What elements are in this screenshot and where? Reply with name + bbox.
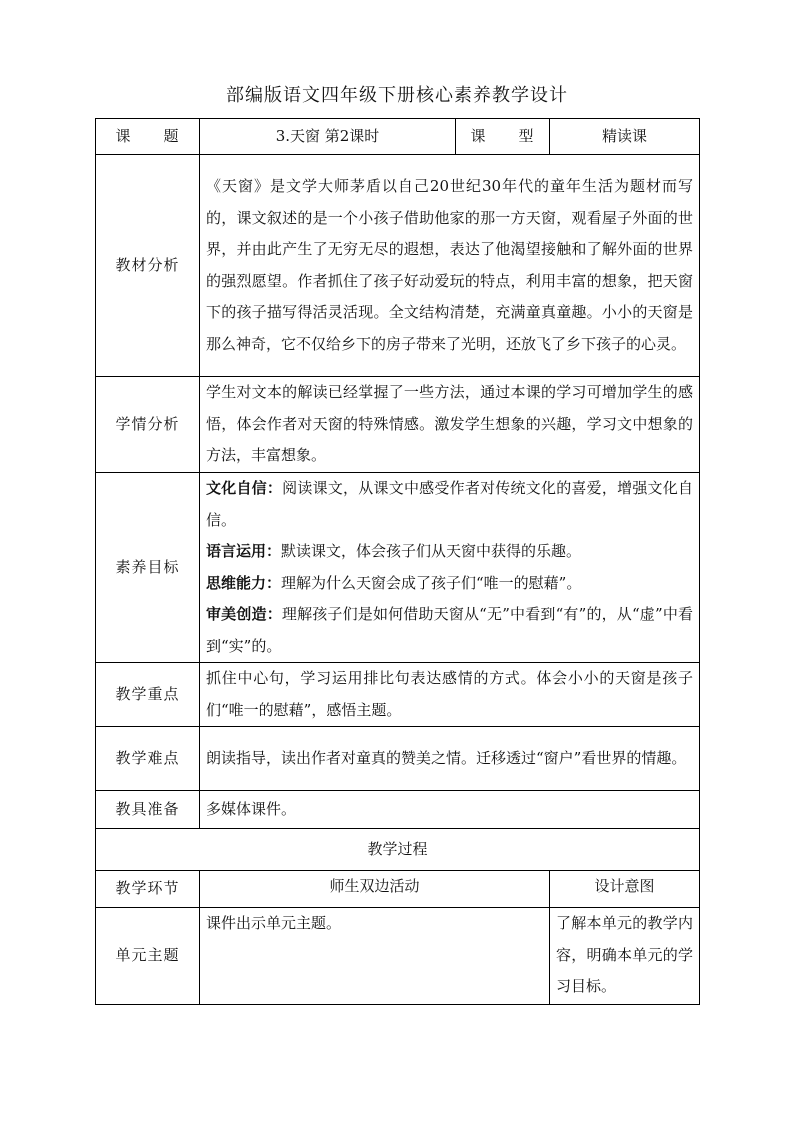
goal-text: 理解为什么天窗会成了孩子们“唯一的慰藉”。 (281, 573, 582, 592)
goal-item (206, 536, 693, 568)
key-points-text: 抓住中心句，学习运用排比句表达感情的方式。体会小小的天窗是孩子们“唯一的慰藉”，感悟主题。 (200, 663, 700, 727)
goal-key: 思维能力： (206, 573, 282, 592)
topic-label: 课 题 (96, 119, 200, 155)
col-stage-header: 教学环节 (96, 871, 200, 908)
literacy-goals-row (96, 473, 700, 663)
process-title-row (96, 829, 700, 871)
difficulties-label: 教学难点 (96, 727, 200, 791)
goal-text: 理解孩子们是如何借助天窗从“无”中看到“有”的，从“虚”中看到“实”的。 (206, 605, 694, 655)
goal-key: 语言运用： (206, 542, 282, 560)
process-split-cell (200, 871, 700, 908)
goal-text: 默读课文，体会孩子们从天窗中获得的乐趣。 (281, 542, 582, 560)
difficulties-text: 朗读指导，读出作者对童真的赞美之情。迁移透过“窗户”看世界的情趣。 (200, 727, 700, 791)
key-points-row (96, 663, 700, 727)
goal-item (206, 568, 693, 600)
materials-text: 多媒体课件。 (200, 791, 700, 829)
textbook-analysis-text: 《天窗》是文学大师茅盾以自己20世纪30年代的童年生活为题材而写的，课文叙述的是一个小孩子借助他家的那一方天窗，观看屋子外面的世界，并由此产生了无穷无尽的遐想，表达了他渴望接触和了解外面的世界的强烈愿望。作者抓住了孩子好动爱玩的特点，利用丰富的想象，把天窗下的孩子描写得活灵活现。全文结构清楚，充满童真童趣。小小的天窗是那么神奇，它不仅给乡下的房子带来了光明，还放飞了乡下孩子的心灵。 (200, 155, 700, 377)
page-title: 部编版语文四年级下册核心素养教学设计 (226, 85, 568, 106)
student-analysis-row (96, 377, 700, 473)
literacy-goals-content (200, 473, 700, 663)
goal-text: 阅读课文，从课文中感受作者对传统文化的喜爱，增强文化自信。 (206, 479, 694, 529)
process-split-table (200, 871, 699, 907)
lesson-plan-table (95, 118, 700, 1005)
process-split-cell (200, 908, 700, 1005)
col-intent-header: 设计意图 (594, 877, 655, 895)
process-header-row (96, 871, 700, 908)
difficulties-row (96, 727, 700, 791)
type-label: 课 型 (456, 119, 550, 155)
key-points-label: 教学重点 (96, 663, 200, 727)
textbook-analysis-label: 教材分析 (96, 155, 200, 377)
student-analysis-label: 学情分析 (96, 377, 200, 473)
goal-item (206, 599, 693, 662)
textbook-analysis-row (96, 155, 700, 377)
process-row (96, 908, 700, 1005)
goal-key: 文化自信： (206, 479, 283, 497)
process-title: 教学过程 (96, 829, 700, 871)
literacy-goals-label: 素养目标 (96, 473, 200, 663)
col-activity-header: 师生双边活动 (200, 871, 550, 907)
process-split-table (200, 908, 699, 1004)
process-activity: 课件出示单元主题。 (200, 908, 550, 1004)
type-value: 精读课 (550, 119, 700, 155)
process-stage: 单元主题 (96, 908, 200, 1005)
topic-value: 3.天窗 第2课时 (200, 119, 456, 155)
materials-label: 教具准备 (96, 791, 200, 829)
materials-row (96, 791, 700, 829)
student-analysis-text: 学生对文本的解读已经掌握了一些方法，通过本课的学习可增加学生的感悟，体会作者对天窗的特殊情感。激发学生想象的兴趣，学习文中想象的方法，丰富想象。 (200, 377, 700, 473)
header-row (96, 119, 700, 155)
goal-key: 审美创造： (206, 605, 282, 623)
process-intent: 了解本单元的教学内容，明确本单元的学习目标。 (556, 914, 694, 995)
goal-item (206, 473, 693, 536)
